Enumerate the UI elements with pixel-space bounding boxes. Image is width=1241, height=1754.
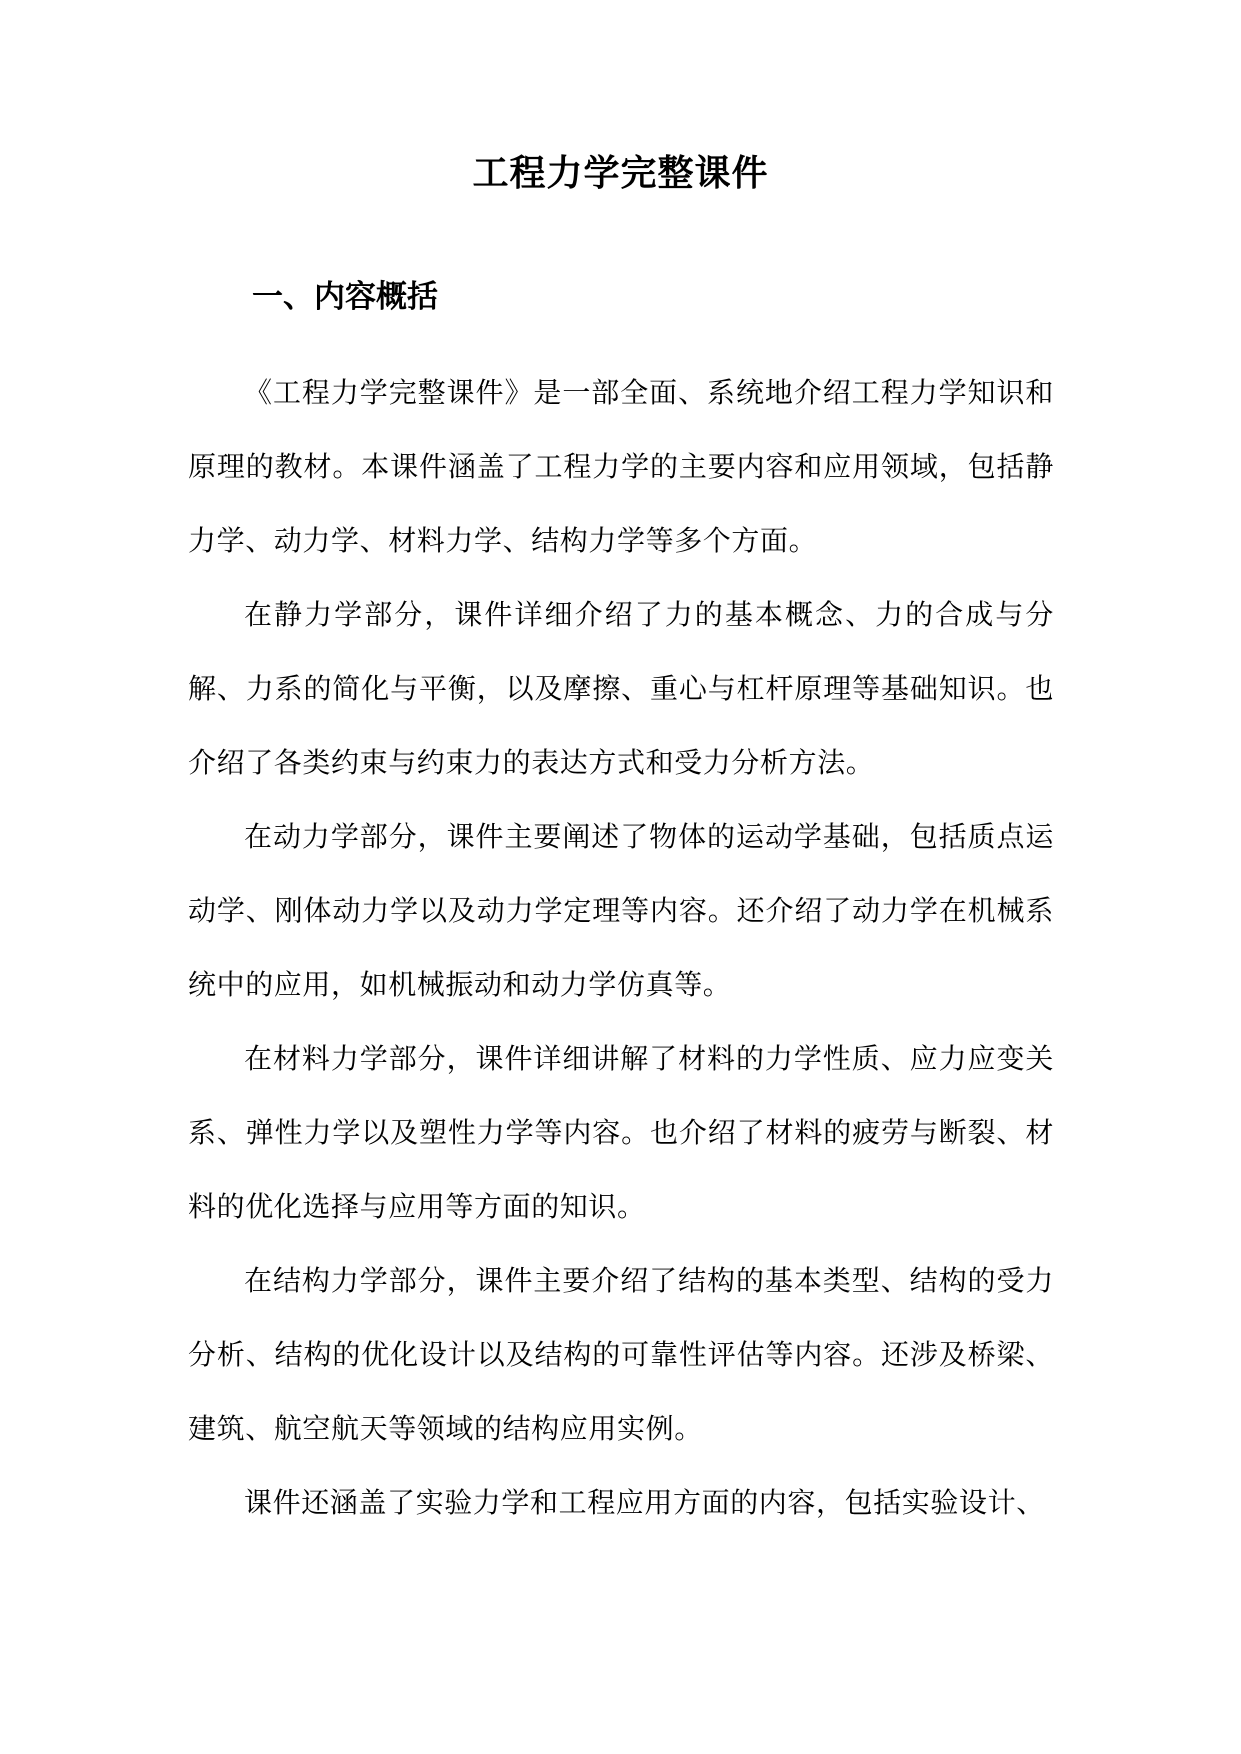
section-heading: 一、内容概括 (252, 279, 438, 315)
body-text (188, 356, 1054, 1540)
paragraph-statics: 在静力学部分，课件详细介绍了力的基本概念、力的合成与分解、力系的简化与平衡，以及摩擦、重心与杠杆原理等基础知识。也介绍了各类约束与约束力的表达方式和受力分析方法。 (188, 598, 1054, 779)
document-title: 工程力学完整课件 (472, 152, 769, 194)
paragraph-overview: 《工程力学完整课件》是一部全面、系统地介绍工程力学知识和原理的教材。本课件涵盖了工程力学的主要内容和应用领域，包括静力学、动力学、材料力学、结构力学等多个方面。 (188, 376, 1054, 557)
paragraph-structures: 在结构力学部分，课件主要介绍了结构的基本类型、结构的受力分析、结构的优化设计以及结构的可靠性评估等内容。还涉及桥梁、建筑、航空航天等领域的结构应用实例。 (188, 1264, 1054, 1445)
paragraph-experimental: 课件还涵盖了实验力学和工程应用方面的内容，包括实验设计、 (244, 1486, 1045, 1519)
paragraph-dynamics: 在动力学部分，课件主要阐述了物体的运动学基础，包括质点运动学、刚体动力学以及动力学定理等内容。还介绍了动力学在机械系统中的应用，如机械振动和动力学仿真等。 (188, 820, 1054, 1001)
paragraph-materials: 在材料力学部分，课件详细讲解了材料的力学性质、应力应变关系、弹性力学以及塑性力学等内容。也介绍了材料的疲劳与断裂、材料的优化选择与应用等方面的知识。 (188, 1042, 1054, 1223)
